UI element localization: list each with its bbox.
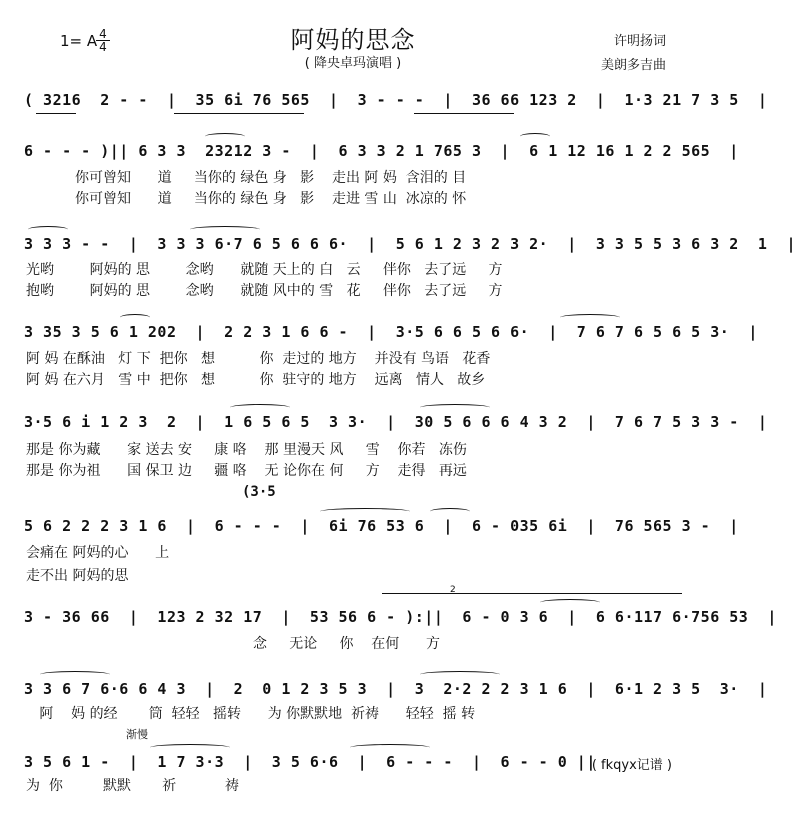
- key-signature: 1= A: [60, 32, 98, 50]
- transcriber-credit: ( fkqyx记谱 ): [591, 758, 672, 773]
- time-signature: $\frac{4}{4}$: [96, 28, 110, 53]
- staff-line-8: 3 3 6 7 6·6 6 4 3 | 2 0 1 2 3 5 3 | 3 2·2 2 2 3 1 6 | 6·1 2 3 5 3· |: [24, 680, 768, 698]
- slur: [150, 744, 230, 751]
- lyricist-credit: 许明扬词: [613, 34, 666, 49]
- slur: [205, 133, 245, 140]
- ritardando-mark: 渐慢: [126, 728, 148, 741]
- lyrics-4-verse-1: 阿 妈 在酥油 灯 下 把你 想 你 走过的 地方 并没有 鸟语 花香: [26, 351, 491, 367]
- slur: [420, 404, 490, 411]
- lyrics-6-verse-1: 会痛在 阿妈的心 上: [26, 545, 170, 561]
- staff-line-3: 3 3 3 - - | 3 3 3 6·7 6 5 6 6 6· | 5 6 1 2 3 2 3 2· | 3 3 5 5 3 6 3 2 1 |: [24, 235, 796, 253]
- lyrics-3-verse-2: 抱哟 阿妈的 思 念哟 就随 风中的 雪 花 伴你 去了远 方: [26, 283, 503, 299]
- slur: [230, 404, 290, 411]
- slur: [320, 508, 410, 515]
- staff-line-2: 6 - - - )|| 6 3 3 23212 3 - | 6 3 3 2 1 765 3 | 6 1 12 16 1 2 2 565 |: [24, 142, 739, 160]
- lyrics-2-verse-1: 你可曾知 道 当你的 绿色 身 影 走出 阿 妈 含泪的 目: [26, 170, 467, 186]
- slur: [560, 314, 620, 321]
- intro-pickup: (3·5: [242, 484, 276, 500]
- lyrics-9: 为 你 默默 祈 祷: [26, 778, 240, 794]
- lyrics-7: 念 无论 你 在何 方: [26, 636, 440, 652]
- song-title: 阿妈的思念: [290, 26, 416, 54]
- staff-line-5: 3·5 6 i 1 2 3 2 | 1 6 5 6 5 3 3· | 30 5 6 6 6 4 3 2 | 7 6 7 5 3 3 - |: [24, 413, 768, 431]
- slur: [190, 226, 260, 233]
- staff-line-9: 3 5 6 1 - | 1 7 3·3 | 3 5 6·6 | 6 - - - | 6 - - 0 ||: [24, 753, 596, 771]
- staff-line-1: ( 3216 2 - - | 35 6i 76 565 | 3 - - - | 36 66 123 2 | 1·3 21 7 3 5 |: [24, 91, 768, 109]
- lyrics-3-verse-1: 光哟 阿妈的 思 念哟 就随 天上的 白 云 伴你 去了远 方: [26, 262, 503, 278]
- slur: [420, 671, 500, 678]
- lyrics-8: 阿 妈 的经 筒 轻轻 摇转 为 你默默地 祈祷 轻轻 摇 转: [26, 706, 476, 722]
- lyrics-5-verse-2: 那是 你为祖 国 保卫 边 疆 咯 无 论你在 何 方 走得 再远: [26, 463, 467, 479]
- composer-credit: 美朗多吉曲: [600, 58, 666, 73]
- staff-line-6: 5 6 2 2 2 3 1 6 | 6 - - - | 6i 76 53 6 | 6 - 035 6i | 76 565 3 - |: [24, 517, 739, 535]
- slur: [40, 671, 110, 678]
- slur: [350, 744, 430, 751]
- slur: [28, 226, 68, 233]
- ending-bracket: 2: [382, 593, 682, 602]
- staff-line-7: 3 - 36 66 | 123 2 32 17 | 53 56 6 - ):|| 6 - 0 3 6 | 6 6·117 6·756 53 |: [24, 608, 777, 626]
- staff-line-4: 3 35 3 5 6 1 202 | 2 2 3 1 6 6 - | 3·5 6 6 5 6 6· | 7 6 7 6 5 6 5 3· |: [24, 323, 758, 341]
- lyrics-6-verse-2: 走不出 阿妈的思: [26, 568, 129, 584]
- staff-underlines-1: [24, 113, 686, 114]
- performer-subtitle: ( 降央卓玛演唱 ): [304, 56, 402, 71]
- lyrics-4-verse-2: 阿 妈 在六月 雪 中 把你 想 你 驻守的 地方 远离 情人 故乡: [26, 372, 486, 388]
- lyrics-5-verse-1: 那是 你为藏 家 送去 安 康 咯 那 里漫天 风 雪 你若 冻伤: [26, 442, 467, 458]
- slur: [430, 508, 470, 515]
- lyrics-2-verse-2: 你可曾知 道 当你的 绿色 身 影 走进 雪 山 冰凉的 怀: [26, 191, 467, 207]
- slur: [540, 599, 600, 606]
- slur: [520, 133, 550, 140]
- slur: [120, 314, 150, 321]
